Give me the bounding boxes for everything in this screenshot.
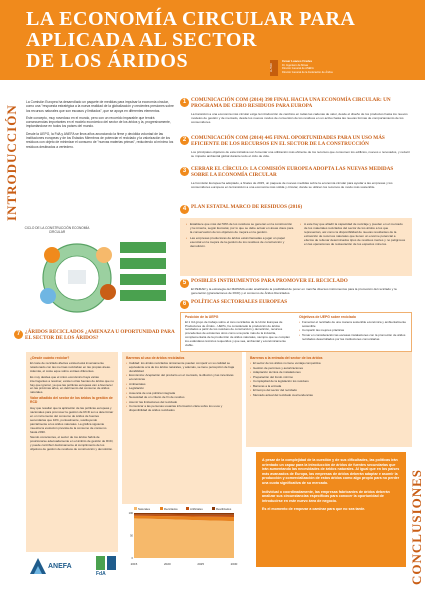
section-number: 2 (180, 136, 189, 145)
area-series-naturales (131, 518, 234, 560)
y-tick-label: 0 (131, 557, 133, 560)
list-item: • Legislación (126, 387, 238, 391)
policies-box (180, 312, 412, 352)
conclusions-box (256, 452, 406, 567)
list-item: • Establece que más del 50% de los residuos se generan en la construcción y la minería, según Eurostat, por lo que se debe actuar en áreas clave para la conservación de los objetivos de mejora en la gestión. (186, 222, 294, 234)
section-3 (180, 167, 412, 189)
entry-barriers-list (250, 362, 408, 397)
policies-left-heading: Posición de la UEPG (185, 315, 219, 319)
section-number: 1 (180, 98, 189, 107)
policies-left-body: El 1 Ud grupo de trabajo sobre el tono reciclados de la Unión Europea de Productores de Áridos - UEPG, ha considerado la producción de áridos reciclados a partir de los residuos de construcción y demolición, recursos procedentes de existentes otros como una parte más de la industria, complementaria de la producción de áridos naturales, siempre que se cumplan los estándares técnicos requeridos y que sea, ambiental y económicamente viable. (185, 319, 290, 347)
cycle-graphic (22, 220, 172, 320)
legend-swatch (134, 507, 137, 510)
anefa-logo-text: ANEFA (48, 563, 72, 570)
circular-economy-diagram (22, 220, 172, 320)
plan-box (180, 218, 412, 276)
legend-label: Reciclados (164, 507, 178, 511)
author-tag: AUTOR (270, 60, 278, 76)
section-5 (180, 279, 412, 295)
bottom-col-2-heading: Barreras al uso de áridos reciclados (126, 356, 185, 360)
author-name: César Luaces Frades (282, 59, 313, 63)
legend-swatch (212, 507, 215, 510)
list-item: • Las empresas productoras de áridos están llamadas a jugar un papel esencial en la mejora de la gestión de los residuos de construcción y demolición. (186, 236, 294, 248)
policies-left (185, 316, 293, 347)
header-banner (0, 0, 425, 80)
conclusion-paragraph: Individual o coordinadamente, las empresas fabricantes de áridos deberán analizar sus circunstancias específicas para conocer la oportunidad de introducirse en este nuevo área de negocio. (262, 489, 390, 503)
conclusion-paragraph: A pesar de la complejidad de la cuestión y de sus dificultades, las políticas irán orientado un capaz para la introducción de áridos de fuentes secundarias que irán aumentando las necesidades de áridos naturales. Al igual que en los países más avanzados de Europa, las empresas de áridos deberán adaptar e asumir la producción y comercialización de estos áridos como algo propio para no perder una cuota significativa de su mercado. (262, 458, 400, 485)
list-item: • El tiempo del sector del reciclado (250, 389, 408, 393)
bottom-col-1-text (30, 362, 114, 452)
section-4 (180, 205, 412, 211)
policies-right-heading: Objetivos de UEPG sobre reciclado (299, 315, 356, 319)
list-item: • Asumir las limitaciones del reciclado (126, 401, 238, 405)
list-item: • Ambientales (126, 383, 238, 387)
x-tick-label: 2025 (197, 562, 205, 566)
federation-logo-mark (96, 556, 116, 570)
bottom-col-3 (246, 352, 412, 447)
legend-swatch (186, 507, 189, 510)
list-item: • Comunicar a las personas usuarias información clara sobre los usos y disponibilidad de áridos reciclados (126, 405, 238, 413)
author-role-2: Director General de ANEFA (282, 67, 314, 71)
barriers-list (126, 362, 238, 413)
conclusion-paragraph: Es el momento de empezar a caminar para que no sea tarde. (262, 507, 366, 512)
section-1 (180, 98, 412, 124)
x-tick-label: 2030 (230, 562, 238, 566)
paragraph: Hay que resaltar que la aplicación de las políticas europeas y nacionales para promover la gestión de RCD son a determinar en un incremento del consumo de áridos de fuentes secundarias que 10%, puntualmente, sustituyendo parcialmente a los áridos naturales. La gráfica siguiente muestra la evolución prevista de la consumo de consumo hasta 2030. (30, 406, 114, 434)
list-item: • Calidad: los áridos reciclados únicamente pueden competir en su calidad se equivalente a la de los áridos naturales, y además, se tiene percepción de baja durabilidad (126, 362, 238, 374)
section-title: PLAN ESTATAL MARCO DE RESIDUOS (2016) (191, 204, 303, 210)
section-title: CERRAR EL CÍRCULO: LA COMISIÓN EUROPEA ADOPTA LAS NUEVAS MEDIDAS SOBRE LA ECONOMÍA CIRCULAR (191, 166, 394, 178)
intro-paragraph: Desde la UEPG, la FdA y ANEFA se lleva años anunciando la firme y decidida voluntad de las instituciones europeas y de los Estados Miembros de potenciar el reciclado y la valorización de los residuos con objeto de minimizar el consumo de "nuevas materias primas", reduciendo al mínimo los residuos destinados a vertedero. (26, 131, 174, 149)
list-item: • Compartir las mejores prácticas (299, 329, 409, 333)
section-6-heading (180, 300, 412, 309)
aggregates-consumption-chart (126, 505, 238, 567)
section-number: 6 (180, 300, 189, 309)
bottom-col-2 (122, 352, 242, 504)
list-item: • Adaptación técnica de instalaciones (250, 371, 408, 375)
list-item: • Gestión de permisos y autorizaciones (250, 367, 408, 371)
section-7 (14, 330, 176, 342)
author-role-1: Dr. Ingeniero de Minas (282, 63, 309, 67)
paragraph: Es muy desilea que el único económico haya varias interrogantes a resolver, existen otras fuentes de áridos que no hay que ignorar, ya que las políticas europeas van a favorecer en las próximas años, en detrimento del consumo de áridos naturales. (30, 374, 114, 395)
title-line-1: LA ECONOMÍA CIRCULAR PARA (26, 8, 356, 30)
x-tick-label: 2015 (130, 562, 138, 566)
section-body: La Comisión Europea ha adoptado, a finales de 2015, un paquete de nuevas medidas sobre la economía circular para ayudar a las empresas y los consumidores europeos en la transición a una economía más sólida y circular, donde se utilicen los recursos de modo más sostenible. (191, 180, 393, 189)
legend-swatch (160, 507, 163, 510)
list-item: • Barreras a la entrada (250, 385, 408, 389)
diagram-title: CICLO DE LA CONSTRUCCIÓN ECONOMÍA CIRCULAR (24, 226, 90, 234)
section-title: COMUNICACIÓN COM (2014) 445 FINAL OPORTUNIDADES PARA UN USO MÁS EFICIENTE DE LOS RECURSOS EN EL SECTOR DE LA CONSTRUCCIÓN (191, 135, 385, 147)
title-line-3: DE LOS ÁRIDOS (26, 50, 189, 72)
section-2 (180, 136, 412, 158)
chart-svg (126, 505, 238, 567)
section-number: 3 (180, 167, 189, 176)
plan-column-right (300, 222, 406, 248)
policies-right (299, 316, 409, 343)
side-label-conclusions: CONCLUSIONES (409, 468, 424, 585)
section-number: 4 (180, 205, 189, 214)
list-item: • A este hay que añadir la capacidad de reciclaje y pueden en el mercado de los materiales reciclados del sector de los áridos a los que representan, así como la disponibilidad de nuevas resultantes de la extracción de recursos naturales que tienen un enorme potencial a efectos de rellenar determinados tipos de residuos inertes y no peligrosos en las operaciones de restauración de los espacios mineros. (300, 222, 406, 246)
legend-label: Naturales (138, 507, 150, 511)
side-label-introduction: INTRODUCCIÓN (4, 104, 19, 222)
section-number: 5 (180, 279, 189, 288)
section-title: ¿ÁRIDOS RECICLADOS ¿AMENAZA U OPORTUNIDAD PARA EL SECTOR DE LOS ÁRIDOS? (25, 329, 175, 341)
anefa-logo (30, 556, 86, 580)
author-role-3: Director General de la Federación de Áridos (282, 70, 333, 74)
legend-label: Artificiales (190, 507, 203, 511)
intro-text (26, 100, 174, 152)
list-item: • Tomar en consideración las escasas instalaciones con la promoción de áridos reciclados desarrollados por las instituciones comunitarias (299, 334, 409, 342)
list-item: • Mercado actual del reciclado cual tendencias (250, 394, 408, 398)
section-title: COMUNICACIÓN COM (2014) 398 FINAL HACIA UNA ECONOMÍA CIRCULAR: UN PROGRAMA DE CERO RESIDUOS PARA EUROPA (191, 97, 391, 109)
section-title: POLÍTICAS SECTORIALES EUROPEAS (191, 299, 288, 305)
author-block (282, 60, 333, 74)
list-item: • Complejidad de la legislación los residuos (250, 380, 408, 384)
section-body: La transición a una economía más circular exige la introducción de cambios en todas las cadenas de valor, desde el diseño de los productos hasta los nuevos modelos de gestión y de mercado, desde los nuevos modos de conversión de los residuos en un activo hasta las nuevas formas de comportamiento de los consumidores. (191, 111, 408, 124)
section-number: 7 (14, 330, 23, 339)
bottom-col-1 (26, 352, 118, 552)
federation-logo (96, 556, 132, 580)
list-item: • Fomentar el reciclado de una manera sostenible económica y ambientalmente sostenible (299, 321, 409, 329)
list-item: • Ausencia de una política integrada (126, 392, 238, 396)
section-title: POSIBLES INSTRUMENTOS PARA PROMOVER EL RECICLADO (191, 278, 348, 284)
legend-label: Reutilizados (216, 507, 232, 511)
list-item: • Preparación del fondo mínimo (250, 376, 408, 380)
y-tick-label: 100 (128, 512, 133, 515)
list-item: • Económica: Aceptación del producto en el mercado, la dilución y las incentivas económicas (126, 374, 238, 382)
bottom-col-1-heading-2: Valor añadido del sector de los áridos la gestión de RCD (30, 396, 113, 405)
federation-logo-text: FdA (96, 571, 106, 577)
intro-paragraph: Este concepto, muy novedoso en el mundo, pero con un recorrido imparable que tendrá consecuencias importantes en el modelo económico del sector de los áridos y la, progresivamente, implantándose en todos los países del mundo. (26, 115, 171, 129)
x-tick-label: 2020 (163, 562, 171, 566)
bottom-col-3-heading: Barreras a la entrada del sector de los áridos (250, 356, 323, 360)
section-body: Los principales objetivos de esta iniciativa son fomentar una utilización más eficiente de los recursos que consumen los edificios, nuevos o renovados, y reducir su impacto ambiental global durante todo el ciclo de vida. (191, 149, 410, 158)
plan-column-left (186, 222, 294, 250)
y-tick-label: 50 (130, 534, 133, 538)
list-item: • El sector de los áridos no tiene ventaja competitiva (250, 362, 408, 366)
anefa-logo-mark (30, 558, 46, 574)
title-line-2: APLICADA AL SECTOR (26, 29, 257, 51)
bottom-col-1-heading: ¿Desde cuánto reciclar? (30, 356, 70, 360)
intro-paragraph: La Comisión Europea ha desarrollado un paquete de medidas para impulsar la economía circular, como una "respuesta estratégica a la nueva realidad de la globalización y crecientes presiones sobre los recursos naturales que son escasos y limitados", que se apoya en diferentes elementos. (26, 100, 174, 113)
section-body: El PEMAR y la estrategia del MAPAMA están analizando la posibilidad de poner en marcha diversos instrumentos para la promoción del reciclado y la generación (granulaciones de RCD) y el consumo de Áridos Reciclados. (191, 286, 397, 295)
paragraph: Siendo conscientes, el sector de los áridos habrá de posicionarse adecuadamente en el ámbito de gestión de RCD, y puede contribuir decisivamente al cumplimiento de los objetivos de gestión de residuos de construcción y demolición. (30, 435, 114, 452)
list-item: • Necesidad de un criterio de fin de residuo (126, 396, 238, 400)
paragraph: El coste de reciclado áfectes existed está inversamente relacionado con las mermas reciclaban en las propias áreas. Además, el coste eque sobre extraes diferentes. (30, 361, 111, 373)
